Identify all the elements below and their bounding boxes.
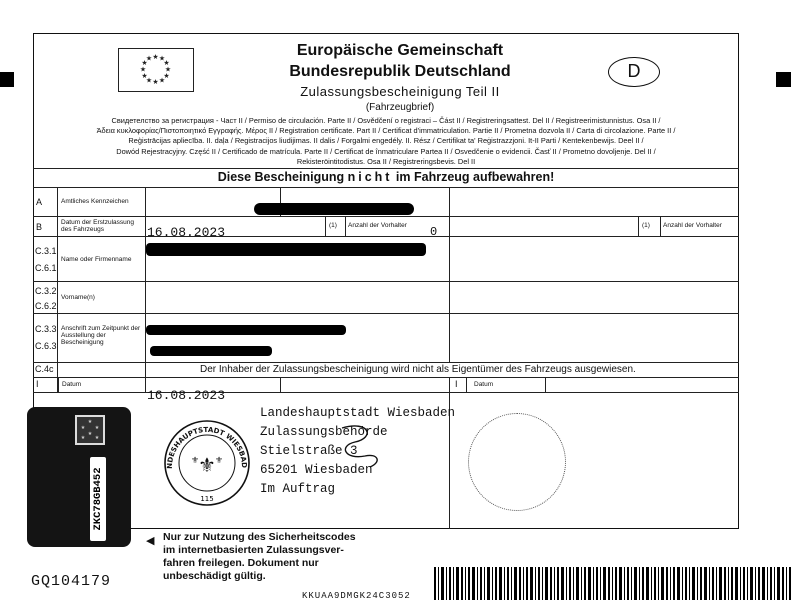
official-seal (162, 417, 252, 509)
multilingual-line: Rekisteröintitodistus. Osa II / Registreringsbevis. Del II (296, 156, 476, 166)
row-a-label: Amtliches Kennzeichen (61, 198, 129, 205)
svg-text:★: ★ (87, 431, 93, 437)
authority-line-3: Stielstraße 3 (260, 444, 358, 458)
svg-text:★: ★ (141, 72, 148, 80)
authority-line-2: Zulassungsbehörde (260, 425, 388, 439)
row-c32-label: Vorname(n) (61, 294, 95, 301)
signature (330, 420, 390, 470)
row-b-label: Datum der Erstzulassung des Fahrzeugs (61, 219, 134, 233)
row-b-marker-2: (1) (642, 222, 650, 229)
svg-text:⚜: ⚜ (198, 453, 216, 477)
row-c32-code: C.3.2 (35, 286, 57, 296)
security-notice-line: unbeschädigt gültig. (163, 570, 266, 582)
row-c31-code: C.3.1 (35, 246, 57, 256)
multilingual-line: Dowód Rejestracyjny. Część II / Certificado de matrícula. Parte II / Certificat de înmatriculare Partea II / Osvedčenie o evidencii. Časť II / Prometno dovoljenje. Del II / (116, 146, 656, 156)
issue-date: 16.08.2023 (147, 388, 226, 403)
row-c62-code: C.6.2 (35, 301, 57, 311)
redacted-address-1 (146, 325, 346, 335)
row-b-code: B (36, 222, 43, 232)
header-title-1: Europäische Gemeinschaft (296, 42, 504, 59)
svg-text:★: ★ (163, 59, 170, 67)
multilingual-line: Reģistrācijas apliecība. II. daļa / Registracijos liudijimas. II dalis / Forgalmi engedély. II. Rész / Certifikat ta' Reġistrazzjoni. It-II Parti / Kentekenbewijs. Deel II / (128, 136, 644, 146)
row-c4c-text: Der Inhaber der Zulassungsbescheinigung wird nicht als Eigentümer des Fahrzeugs ausgewiesen. (200, 364, 636, 375)
eu-stars-icon (119, 49, 192, 90)
hologram-square (75, 415, 105, 445)
multilingual-line: Άδεια κυκλοφορίας/Πιστοποιητικό Εγγραφής. Μέρος II / Registration certificate. Part II / Certificat d'immatriculation. Partie II / Prometna dozvola II / Carta di circolazione. Parte II / (96, 126, 676, 136)
svg-text:★: ★ (139, 65, 147, 74)
country-oval (608, 57, 660, 87)
seal-number: 115 (200, 495, 214, 503)
security-notice-line: fahren freilegen. Dokument nur (163, 557, 319, 569)
security-notice-line: im internetbasierten Zulassungsver- (163, 544, 344, 556)
svg-text:★: ★ (152, 78, 159, 86)
barcode-text: KKUAA9DMGK24C3052 (302, 591, 411, 601)
eu-flag (118, 48, 194, 92)
redacted-plate (254, 203, 414, 215)
row-i-label: Datum (62, 381, 82, 388)
svg-text:★: ★ (141, 59, 148, 67)
row-c4c-code: C.4c (35, 364, 54, 374)
svg-text:★: ★ (158, 54, 166, 63)
previous-holders-count: 0 (430, 225, 438, 239)
header-title-4: (Fahrzeugbrief) (365, 102, 435, 113)
svg-text:⚜: ⚜ (190, 456, 200, 466)
svg-text:★: ★ (158, 76, 166, 85)
multilingual-text (38, 116, 734, 167)
country-code: D (627, 61, 641, 81)
arrow-left-icon: ◀ (146, 535, 155, 547)
warning-banner: Diese Bescheinigung nicht im Fahrzeug aufbewahren! (217, 170, 555, 184)
row-c63-code: C.6.3 (35, 341, 57, 351)
multilingual-line: Свидетелство за регистрация - Част II / Permiso de circulación. Parte II / Osvědčení o registraci – Část II / Registreringsattest. Del II / Registreerimistunnistus. Osa II / (111, 116, 661, 125)
row-a-code: A (36, 197, 43, 207)
row-c31-label: Name oder Firmenname (61, 256, 132, 263)
empty-stamp-circle (468, 413, 566, 511)
row-b-holders-label: Anzahl der Vorhalter (348, 222, 407, 229)
authority-line-5: Im Auftrag (260, 482, 336, 496)
row-c33-code: C.3.3 (35, 324, 57, 334)
security-code-panel (27, 407, 131, 547)
svg-text:⚜: ⚜ (214, 456, 224, 466)
row-c33-label: Anschrift zum Zeitpunkt der Ausstellung der Bescheinigung (61, 325, 141, 346)
row-c61-code: C.6.1 (35, 263, 57, 273)
redacted-name (146, 243, 426, 256)
security-code-text: ZKC78GB452 (92, 467, 104, 531)
svg-text:★: ★ (94, 435, 100, 441)
edge-mark-right (776, 72, 791, 87)
authority-line-1: Landeshauptstadt Wiesbaden (260, 406, 456, 420)
svg-text:★: ★ (164, 65, 172, 74)
header-title-2: Bundesrepublik Deutschland (289, 63, 511, 80)
header-title-3: Zulassungsbescheinigung Teil II (300, 84, 500, 99)
edge-mark-left (0, 72, 14, 87)
row-i-code: I (36, 379, 39, 389)
authority-line-4: 65201 Wiesbaden (260, 463, 373, 477)
svg-text:★: ★ (94, 425, 100, 431)
warning-emphasis: nicht (347, 170, 393, 184)
redacted-address-2 (150, 346, 272, 356)
svg-text:★: ★ (145, 76, 153, 85)
first-registration-date: 16.08.2023 (147, 225, 226, 240)
row-i-label-2: Datum (474, 381, 494, 388)
barcode (434, 567, 791, 600)
svg-text:★: ★ (152, 53, 159, 61)
svg-text:★: ★ (87, 419, 93, 425)
row-b-marker: (1) (329, 222, 337, 229)
fleur-de-lis-icon (191, 453, 223, 477)
document-serial-number: GQ104179 (31, 573, 112, 590)
svg-text:★: ★ (145, 54, 153, 63)
svg-text:★: ★ (80, 425, 86, 431)
security-notice-line: Nur zur Nutzung des Sicherheitscodes (163, 531, 356, 543)
row-i-code-2: I (455, 379, 458, 389)
security-notice (163, 531, 356, 583)
svg-text:★: ★ (80, 435, 86, 441)
row-b-holders-label-2: Anzahl der Vorhalter (663, 222, 722, 229)
svg-text:★: ★ (163, 72, 170, 80)
hologram-stars-icon (77, 417, 103, 443)
seal-text: NDESHAUPTSTADT WIESBAD (165, 425, 249, 469)
